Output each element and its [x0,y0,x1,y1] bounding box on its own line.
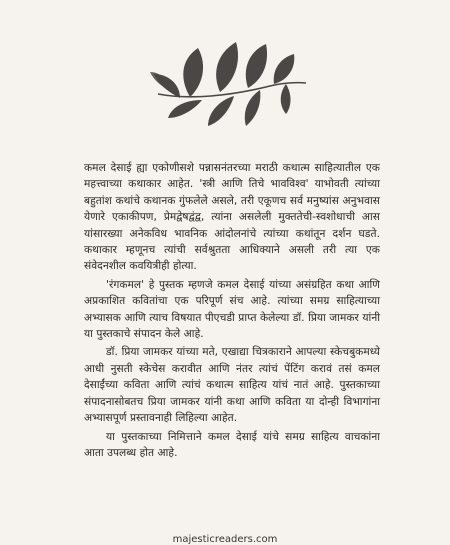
leaf-branch-icon [150,30,310,140]
paragraph-availability: या पुस्तकाच्या निमित्ताने कमल देसाई यांचे समग्र साहित्य वाचकांना आता उपलब्ध होत आहे. [84,430,380,459]
footer-url: majesticreaders.com [172,534,278,545]
paragraph-intro: कमल देसाई ह्या एकोणीसशे पन्नासनंतरच्या मराठी कथात्म साहित्यातील एक महत्त्वाच्या कथाकार आहेत. 'स्त्री आणि तिचे भावविश्व' याभोवती त्यांच्या बहुतांश कथांचे कथानक गुंफलेले असले, तरी एकूणच सर्व मनुष्यांस अनुभवास येणारे एकाकीपण, प्रेमद्वेषद्वंद्व, त्यांना असलेली मुक्ततेची-स्वशोधाची आस यांसारख्या अनेकविध भावनिक आंदोलनांचे त्यांच्या कथांतून दर्शन घडते. कथाकार म्हणूनच त्यांची सर्वश्रुतता आधिक्याने असली तरी त्या एक संवेदनशील कवयित्रीही होत्या. [84,162,380,273]
paragraph-editor-view: डॉ. प्रिया जामकर यांच्या मते, एखाद्या चित्रकाराने आपल्या स्केचबुकमध्ये आधी नुसती स्केचेस करावीत आणि नंतर त्यांचं पेंटिंग करावं तसं कमल देसाईंच्या कविता आणि त्यांचं कथात्म साहित्य यांचं नातं आहे. पुस्तकाच्या संपादनासोबतच प्रिया जामकर यांनी कथा आणि कविता या दोन्ही विभागांना अभ्यासपूर्ण प्रस्तावनाही लिहिल्या आहेत. [84,346,380,425]
paragraph-book: 'रंगकमल' हे पुस्तक म्हणजे कमल देसाई यांच्या असंग्रहित कथा आणि अप्रकाशित कवितांचा एक परिपूर्ण संच आहे. त्यांच्या समग्र साहित्याच्या अभ्यासक आणि त्याच विषयात पीएचडी प्राप्त केलेल्या डॉ. प्रिया जामकर यांनी या पुस्तकाचे संपादन केले आहे. [84,278,380,341]
blurb-text [84,160,380,461]
